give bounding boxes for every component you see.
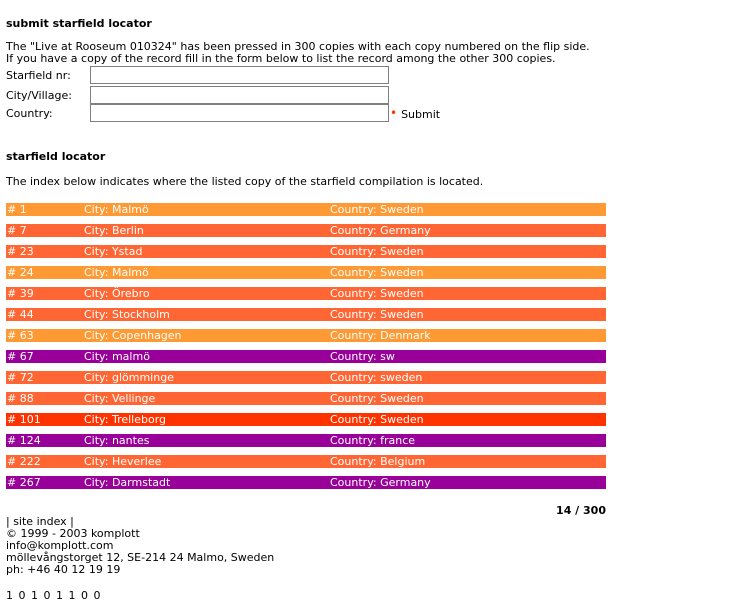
locator-row <box>6 224 606 237</box>
locator-row <box>6 287 606 300</box>
locator-row <box>6 371 606 384</box>
row-country: Country: france <box>330 434 416 447</box>
locator-row <box>6 476 606 489</box>
submit-label: Submit <box>401 108 441 121</box>
row-country: Country: Germany <box>330 224 431 237</box>
country-label: Country: <box>6 107 53 120</box>
row-country: Country: Sweden <box>330 308 424 321</box>
locator-row <box>6 413 606 426</box>
row-city: City: Heverlee <box>84 455 162 468</box>
intro-line-1: The "Live at Rooseum 010324" has been pressed in 300 copies with each copy numbered on the flip side. <box>6 40 590 53</box>
locator-row <box>6 266 606 279</box>
locator-row <box>6 350 606 363</box>
row-country: Country: Sweden <box>330 413 424 426</box>
city-input[interactable] <box>90 86 389 104</box>
copy-count: 14 / 300 <box>556 504 606 517</box>
locator-description: The index below indicates where the listed copy of the starfield compilation is located. <box>6 175 484 188</box>
row-number: # 39 <box>7 287 34 300</box>
row-number: # 7 <box>7 224 27 237</box>
phone: ph: +46 40 12 19 19 <box>6 563 121 576</box>
row-country: Country: Sweden <box>330 203 424 216</box>
row-city: City: Stockholm <box>84 308 170 321</box>
locator-row <box>6 329 606 342</box>
row-city: City: Copenhagen <box>84 329 182 342</box>
row-city: City: Malmö <box>84 266 149 279</box>
locator-row <box>6 455 606 468</box>
row-city: City: malmö <box>84 350 150 363</box>
copyright: © 1999 - 2003 komplott <box>6 527 140 540</box>
row-country: Country: sweden <box>330 371 423 384</box>
row-number: # 267 <box>7 476 41 489</box>
row-city: City: Darmstadt <box>84 476 171 489</box>
locator-row <box>6 203 606 216</box>
country-input[interactable] <box>90 104 389 122</box>
bullet-icon: • <box>390 106 398 120</box>
intro-text <box>6 41 626 65</box>
row-country: Country: Belgium <box>330 455 426 468</box>
binary-text: 1 0 1 0 1 1 0 0 <box>6 589 102 602</box>
row-number: # 63 <box>7 329 34 342</box>
row-number: # 44 <box>7 308 34 321</box>
row-number: # 1 <box>7 203 27 216</box>
row-number: # 24 <box>7 266 34 279</box>
row-city: City: Berlin <box>84 224 144 237</box>
row-city: City: Trelleborg <box>84 413 167 426</box>
row-number: # 72 <box>7 371 34 384</box>
row-city: City: Vellinge <box>84 392 156 405</box>
row-number: # 124 <box>7 434 41 447</box>
email-link[interactable]: info@komplott.com <box>6 539 114 552</box>
address: möllevångstorget 12, SE-214 24 Malmo, Sweden <box>6 551 275 564</box>
submit-button[interactable] <box>390 107 440 121</box>
locator-row <box>6 245 606 258</box>
row-city: City: Örebro <box>84 287 150 300</box>
row-number: # 23 <box>7 245 34 258</box>
row-city: City: Ystad <box>84 245 143 258</box>
locator-row <box>6 392 606 405</box>
row-city: City: glömminge <box>84 371 174 384</box>
row-number: # 222 <box>7 455 41 468</box>
footer <box>6 516 274 576</box>
row-number: # 67 <box>7 350 34 363</box>
row-country: Country: Sweden <box>330 287 424 300</box>
row-country: Country: sw <box>330 350 395 363</box>
starfield-label: Starfield nr: <box>6 69 71 82</box>
row-number: # 88 <box>7 392 34 405</box>
locator-row <box>6 308 606 321</box>
locator-list <box>6 203 606 497</box>
row-country: Country: Germany <box>330 476 431 489</box>
city-label: City/Village: <box>6 89 72 102</box>
site-index-link[interactable]: | site index | <box>6 515 74 528</box>
row-city: City: nantes <box>84 434 150 447</box>
row-country: Country: Sweden <box>330 266 424 279</box>
row-city: City: Malmö <box>84 203 149 216</box>
row-country: Country: Denmark <box>330 329 431 342</box>
row-country: Country: Sweden <box>330 392 424 405</box>
locator-row <box>6 434 606 447</box>
row-number: # 101 <box>7 413 41 426</box>
submit-heading: submit starfield locator <box>6 17 152 30</box>
intro-line-2: If you have a copy of the record fill in the form below to list the record among the other 300 copies. <box>6 52 556 65</box>
locator-heading: starfield locator <box>6 150 106 163</box>
starfield-input[interactable] <box>90 66 389 84</box>
row-country: Country: Sweden <box>330 245 424 258</box>
